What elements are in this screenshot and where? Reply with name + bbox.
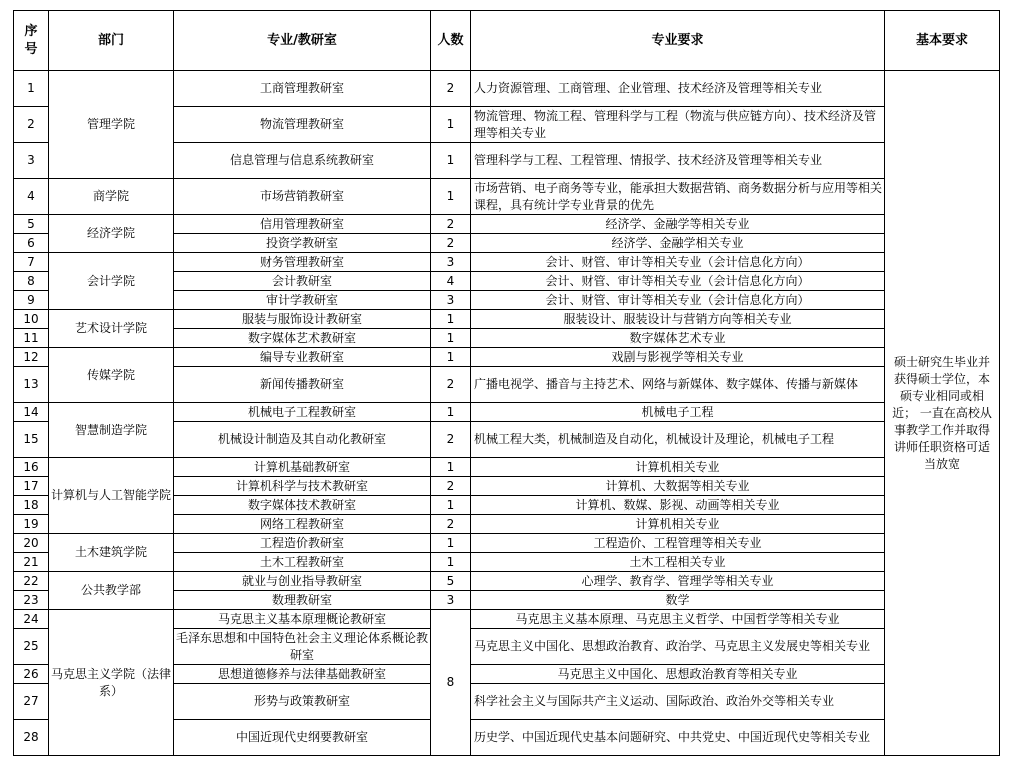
requirement-cell: 心理学、教育学、管理学等相关专业 (471, 572, 885, 591)
header-major-requirement: 专业要求 (471, 11, 885, 71)
section-cell: 数理教研室 (174, 591, 431, 610)
table-row (14, 572, 1000, 591)
section-cell: 投资学教研室 (174, 234, 431, 253)
requirement-cell: 计算机相关专业 (471, 515, 885, 534)
section-cell: 思想道德修养与法律基础教研室 (174, 665, 431, 684)
row-no: 27 (14, 684, 49, 720)
row-no: 7 (14, 253, 49, 272)
department-cell: 艺术设计学院 (49, 310, 174, 348)
section-cell: 服装与服饰设计教研室 (174, 310, 431, 329)
count-cell: 1 (431, 348, 471, 367)
requirement-cell: 会计、财管、审计等相关专业（会计信息化方向） (471, 272, 885, 291)
section-cell: 审计学教研室 (174, 291, 431, 310)
table-row (14, 215, 1000, 234)
section-cell: 信用管理教研室 (174, 215, 431, 234)
table-row (14, 253, 1000, 272)
header-row (14, 11, 1000, 71)
count-cell: 1 (431, 553, 471, 572)
section-cell: 数字媒体艺术教研室 (174, 329, 431, 348)
row-no: 2 (14, 107, 49, 143)
department-cell: 商学院 (49, 179, 174, 215)
section-cell: 网络工程教研室 (174, 515, 431, 534)
requirement-cell: 数字媒体艺术专业 (471, 329, 885, 348)
table-row (14, 403, 1000, 422)
row-no: 3 (14, 143, 49, 179)
count-cell: 1 (431, 310, 471, 329)
requirement-cell: 服装设计、服装设计与营销方向等相关专业 (471, 310, 885, 329)
requirement-cell: 科学社会主义与国际共产主义运动、国际政治、政治外交等相关专业 (471, 684, 885, 720)
row-no: 15 (14, 422, 49, 458)
requirement-cell: 机械电子工程 (471, 403, 885, 422)
table-row (14, 310, 1000, 329)
department-cell: 智慧制造学院 (49, 403, 174, 458)
requirement-cell: 计算机、数媒、影视、动画等相关专业 (471, 496, 885, 515)
row-no: 24 (14, 610, 49, 629)
row-no: 25 (14, 629, 49, 665)
count-cell: 2 (431, 215, 471, 234)
department-cell: 公共教学部 (49, 572, 174, 610)
count-cell: 1 (431, 403, 471, 422)
section-cell: 土木工程教研室 (174, 553, 431, 572)
department-cell: 会计学院 (49, 253, 174, 310)
row-no: 10 (14, 310, 49, 329)
requirement-cell: 历史学、中国近现代史基本问题研究、中共党史、中国近现代史等相关专业 (471, 720, 885, 756)
section-cell: 会计教研室 (174, 272, 431, 291)
requirement-cell: 计算机、大数据等相关专业 (471, 477, 885, 496)
count-cell: 3 (431, 591, 471, 610)
requirement-cell: 物流管理、物流工程、管理科学与工程（物流与供应链方向）、技术经济及管理等相关专业 (471, 107, 885, 143)
requirement-cell: 机械工程大类，机械制造及自动化，机械设计及理论，机械电子工程 (471, 422, 885, 458)
count-cell: 1 (431, 496, 471, 515)
count-cell: 5 (431, 572, 471, 591)
section-cell: 机械设计制造及其自动化教研室 (174, 422, 431, 458)
requirement-cell: 戏剧与影视学等相关专业 (471, 348, 885, 367)
table-row (14, 179, 1000, 215)
row-no: 28 (14, 720, 49, 756)
requirement-cell: 马克思主义中国化、思想政治教育等相关专业 (471, 665, 885, 684)
header-count: 人数 (431, 11, 471, 71)
section-cell: 工商管理教研室 (174, 71, 431, 107)
count-cell: 1 (431, 143, 471, 179)
header-basic-requirement: 基本要求 (885, 11, 1000, 71)
count-cell: 2 (431, 234, 471, 253)
row-no: 19 (14, 515, 49, 534)
table-row (14, 348, 1000, 367)
count-cell: 2 (431, 367, 471, 403)
count-cell: 1 (431, 107, 471, 143)
section-cell: 计算机基础教研室 (174, 458, 431, 477)
row-no: 4 (14, 179, 49, 215)
department-cell: 计算机与人工智能学院 (49, 458, 174, 534)
row-no: 12 (14, 348, 49, 367)
requirement-cell: 经济学、金融学等相关专业 (471, 215, 885, 234)
section-cell: 物流管理教研室 (174, 107, 431, 143)
count-cell: 1 (431, 329, 471, 348)
requirement-cell: 市场营销、电子商务等专业，能承担大数据营销、商务数据分析与应用等相关课程，具有统计学专业背景的优先 (471, 179, 885, 215)
row-no: 1 (14, 71, 49, 107)
department-cell: 经济学院 (49, 215, 174, 253)
requirement-cell: 人力资源管理、工商管理、企业管理、技术经济及管理等相关专业 (471, 71, 885, 107)
row-no: 21 (14, 553, 49, 572)
section-cell: 工程造价教研室 (174, 534, 431, 553)
recruitment-table (13, 10, 1000, 756)
row-no: 11 (14, 329, 49, 348)
table-row (14, 610, 1000, 629)
header-section: 专业/教研室 (174, 11, 431, 71)
row-no: 20 (14, 534, 49, 553)
table-row (14, 534, 1000, 553)
department-cell: 管理学院 (49, 71, 174, 179)
requirement-cell: 计算机相关专业 (471, 458, 885, 477)
section-cell: 形势与政策教研室 (174, 684, 431, 720)
count-cell: 1 (431, 179, 471, 215)
section-cell: 市场营销教研室 (174, 179, 431, 215)
table-row (14, 71, 1000, 107)
row-no: 14 (14, 403, 49, 422)
row-no: 8 (14, 272, 49, 291)
section-cell: 财务管理教研室 (174, 253, 431, 272)
row-no: 18 (14, 496, 49, 515)
section-cell: 新闻传播教研室 (174, 367, 431, 403)
basic-requirement-cell: 硕士研究生毕业并获得硕士学位，本硕专业相同或相近； 一直在高校从事教学工作并取得讲师任职资格可适当放宽 (885, 71, 1000, 756)
section-cell: 编导专业教研室 (174, 348, 431, 367)
requirement-cell: 马克思主义中国化、思想政治教育、政治学、马克思主义发展史等相关专业 (471, 629, 885, 665)
department-cell: 土木建筑学院 (49, 534, 174, 572)
requirement-cell: 管理科学与工程、工程管理、情报学、技术经济及管理等相关专业 (471, 143, 885, 179)
row-no: 9 (14, 291, 49, 310)
row-no: 17 (14, 477, 49, 496)
row-no: 23 (14, 591, 49, 610)
requirement-cell: 广播电视学、播音与主持艺术、网络与新媒体、数字媒体、传播与新媒体 (471, 367, 885, 403)
section-cell: 数字媒体技术教研室 (174, 496, 431, 515)
row-no: 16 (14, 458, 49, 477)
requirement-cell: 马克思主义基本原理、马克思主义哲学、中国哲学等相关专业 (471, 610, 885, 629)
requirement-cell: 土木工程相关专业 (471, 553, 885, 572)
section-cell: 马克思主义基本原理概论教研室 (174, 610, 431, 629)
header-department: 部门 (49, 11, 174, 71)
row-no: 26 (14, 665, 49, 684)
count-cell: 4 (431, 272, 471, 291)
count-cell: 2 (431, 422, 471, 458)
row-no: 13 (14, 367, 49, 403)
department-cell: 传媒学院 (49, 348, 174, 403)
section-cell: 毛泽东思想和中国特色社会主义理论体系概论教研室 (174, 629, 431, 665)
department-cell: 马克思主义学院（法律系） (49, 610, 174, 756)
table-row (14, 458, 1000, 477)
count-cell: 2 (431, 477, 471, 496)
requirement-cell: 会计、财管、审计等相关专业（会计信息化方向） (471, 291, 885, 310)
section-cell: 计算机科学与技术教研室 (174, 477, 431, 496)
count-cell: 2 (431, 71, 471, 107)
requirement-cell: 会计、财管、审计等相关专业（会计信息化方向） (471, 253, 885, 272)
section-cell: 信息管理与信息系统教研室 (174, 143, 431, 179)
section-cell: 中国近现代史纲要教研室 (174, 720, 431, 756)
section-cell: 就业与创业指导教研室 (174, 572, 431, 591)
count-cell: 1 (431, 458, 471, 477)
requirement-cell: 数学 (471, 591, 885, 610)
section-cell: 机械电子工程教研室 (174, 403, 431, 422)
row-no: 22 (14, 572, 49, 591)
row-no: 5 (14, 215, 49, 234)
count-cell: 8 (431, 610, 471, 756)
row-no: 6 (14, 234, 49, 253)
requirement-cell: 经济学、金融学相关专业 (471, 234, 885, 253)
count-cell: 3 (431, 291, 471, 310)
header-no: 序号 (14, 11, 49, 71)
requirement-cell: 工程造价、工程管理等相关专业 (471, 534, 885, 553)
count-cell: 1 (431, 534, 471, 553)
count-cell: 3 (431, 253, 471, 272)
count-cell: 2 (431, 515, 471, 534)
